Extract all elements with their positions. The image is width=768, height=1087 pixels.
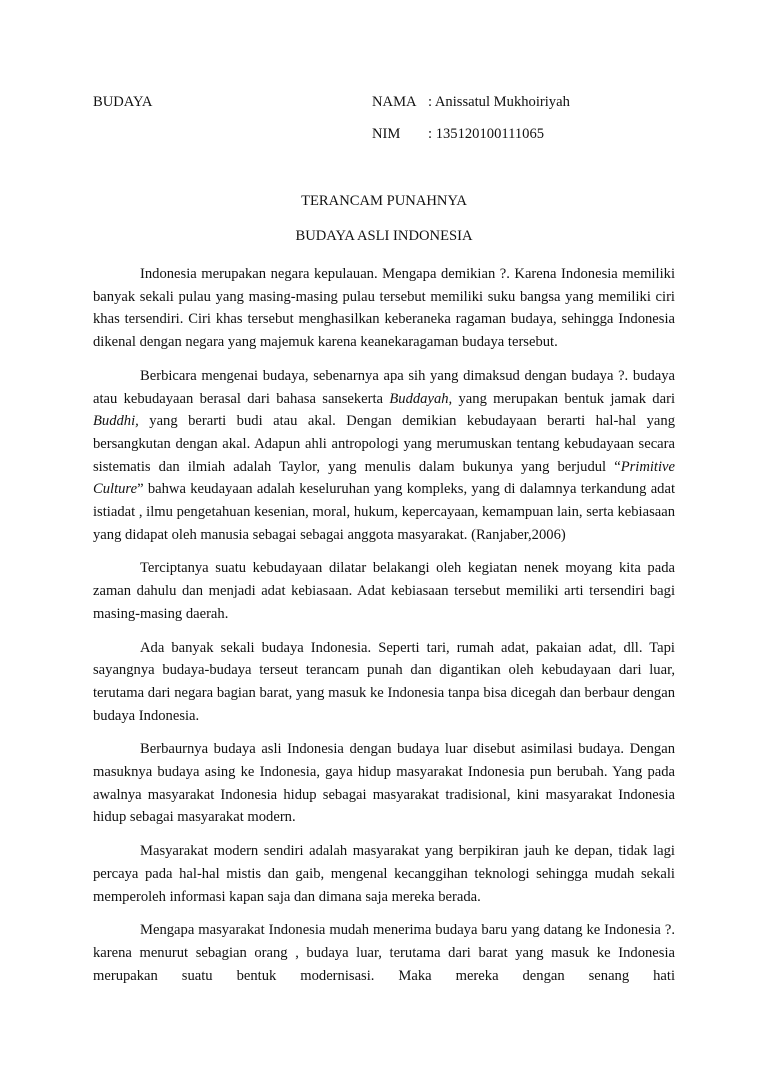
subject-label: BUDAYA <box>93 94 153 110</box>
paragraph-2-part-e: yang berarti budi atau akal. Dengan demikian kebudayaan berarti hal-hal yang bersangkutan dengan akal. Adapun ahli antropologi yang merumuskan tentang kebudayaan secara sistematis dan ilmiah adalah Taylor, yang menulis dalam bukunya yang berjudul “ <box>93 413 675 475</box>
paragraph-2-part-a: Berbicara mengenai budaya, sebenarnya apa sih yang dimaksud dengan budaya ?. budaya atau kebudayaan berasal dari bahasa sansekerta <box>93 367 675 407</box>
name-value: : Anissatul Mukhoiriyah <box>428 94 570 110</box>
nim-value: : 135120100111065 <box>428 126 545 142</box>
name-label: NAMA <box>372 94 417 110</box>
term-buddayah: Buddayah, <box>389 390 453 407</box>
paragraph-4: Ada banyak sekali budaya Indonesia. Seperti tari, rumah adat, pakaian adat, dll. Tapi sayangnya budaya-budaya terseut terancam punah dan digantikan oleh kebudayaan dari luar, terutama dari negara bagian barat, yang masuk ke Indonesia tanpa bisa dicegah dan berbaur dengan budaya Indonesia. <box>93 639 675 724</box>
paragraph-3: Terciptanya suatu kebudayaan dilatar belakangi oleh kegiatan nenek moyang kita pada zaman dahulu dan menjadi adat kebiasaan. Adat kebiasaan tersebut memiliki arti tersendiri bagi masing-masing daerah. <box>93 560 675 622</box>
paragraph-5: Berbaurnya budaya asli Indonesia dengan budaya luar disebut asimilasi budaya. Dengan masuknya budaya asing ke Indonesia, gaya hidup masyarakat Indonesia pun berubah. Yang pada awalnya masyarakat Indonesia hidup sebagai masyarakat tradisional, kini masyarakat Indonesia hidup sebagai masyarakat modern. <box>93 741 675 826</box>
body-text <box>93 263 675 998</box>
header-row-name <box>93 94 675 114</box>
title-line-2: BUDAYA ASLI INDONESIA <box>295 228 473 244</box>
paragraph-7: Mengapa masyarakat Indonesia mudah menerima budaya baru yang datang ke Indonesia ?. karena menurut sebagian orang , budaya luar, terutama dari barat yang masuk ke Indonesia merupakan suatu bentuk modernisasi. Maka mereka dengan senang hati <box>93 922 675 984</box>
paragraph-2-part-g: ” bahwa keudayaan adalah keseluruhan yang kompleks, yang di dalamnya terkandung adat istiadat , ilmu pengetahuan kesenian, moral, hukum, kepercayaan, kemampuan lain, serta kebiasaan yang didapat oleh manusia sebagai sebagai anggota masyarakat. (Ranjaber,2006) <box>93 481 675 543</box>
title-line-1: TERANCAM PUNAHNYA <box>301 193 467 209</box>
nim-label: NIM <box>372 126 401 142</box>
term-buddhi: Buddhi, <box>93 413 139 430</box>
header-row-nim <box>93 126 675 146</box>
paragraph-2 <box>93 365 675 547</box>
paragraph-1: Indonesia merupakan negara kepulauan. Mengapa demikian ?. Karena Indonesia memiliki banyak sekali pulau yang masing-masing pulau tersebut memiliki suku bangsa yang memiliki ciri khas tersendiri. Ciri khas tersebut menghasilkan keberaneka ragaman budaya, sehingga Indonesia dikenal dengan negara yang majemuk karena keanekaragaman budaya tersebut. <box>93 266 675 351</box>
book-title: Primitive Culture <box>93 458 675 498</box>
paragraph-6: Masyarakat modern sendiri adalah masyarakat yang berpikiran jauh ke depan, tidak lagi percaya pada hal-hal mistis dan gaib, mengenal kecanggihan teknologi sehingga mudah sekali memperoleh informasi kapan saja dan dimana saja mereka berada. <box>93 843 675 905</box>
paragraph-2-part-c: yang merupakan bentuk jamak dari <box>452 390 675 407</box>
